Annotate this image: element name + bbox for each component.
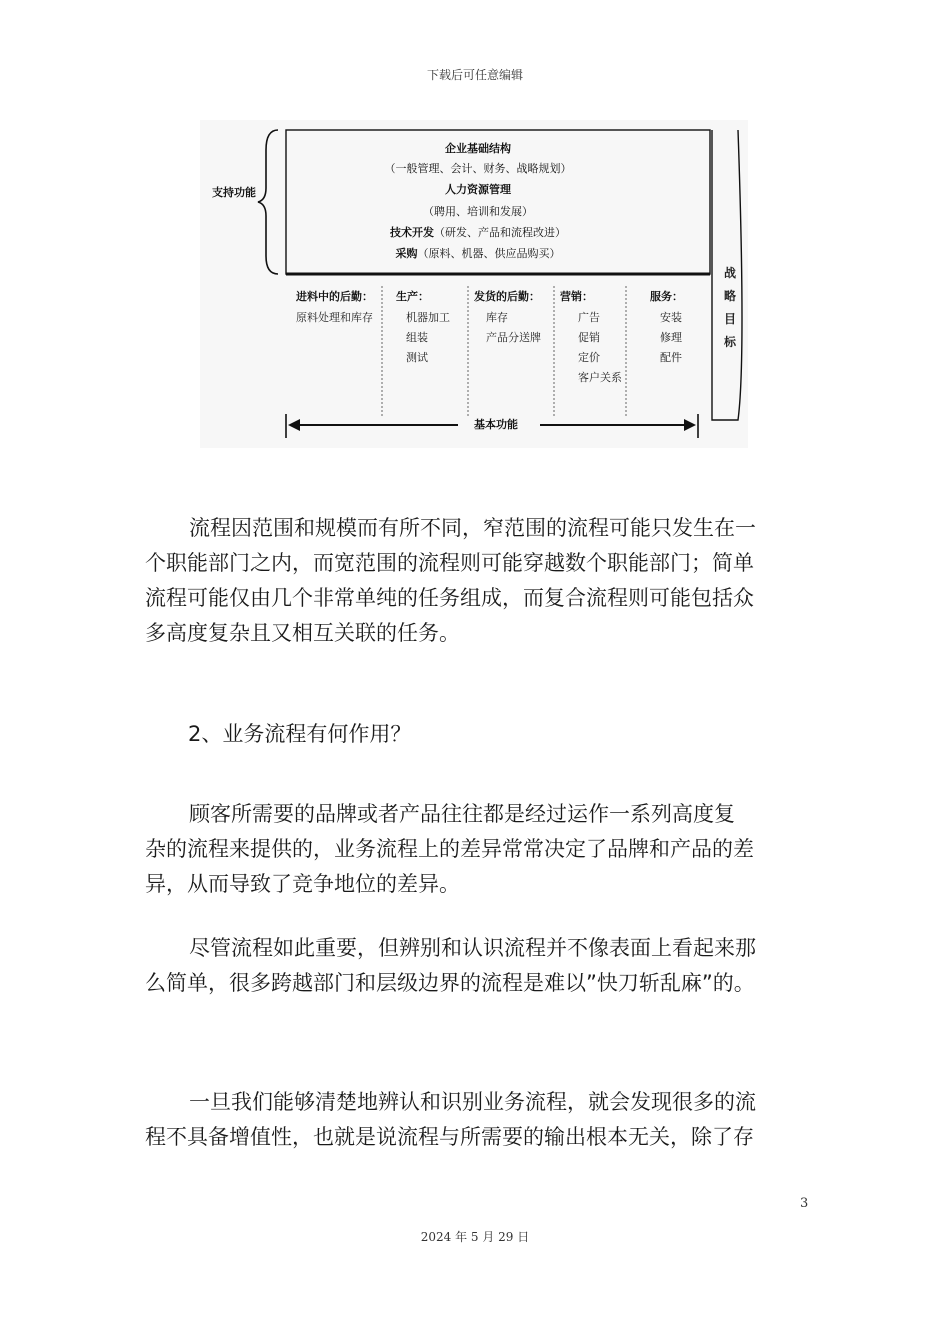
paragraph-process-difficulty <box>145 931 810 1001</box>
strategy-char: 目 <box>723 312 736 326</box>
support-line-infrastructure: 企业基础结构 <box>445 142 511 155</box>
support-line-tech <box>268 226 688 240</box>
text-line: 杂的流程来提供的，业务流程上的差异常常决定了品牌和产品的差 <box>145 837 754 861</box>
text-line: 么简单，很多跨越部门和层级边界的流程是难以”快刀斩乱麻”的。 <box>145 971 755 995</box>
page-footer-date: 2024 年 5 月 29 日 <box>420 1230 530 1244</box>
strategy-goal-label <box>722 262 738 354</box>
strategy-char: 战 <box>723 266 736 280</box>
page-header: 下载后可任意编辑 <box>426 68 523 82</box>
text-line: 顾客所需要的品牌或者产品往往都是经过运作一系列高度复 <box>189 802 735 826</box>
paragraph-process-scope <box>145 511 810 651</box>
support-line-hr: 人力资源管理 <box>445 183 511 196</box>
section-heading: 2、业务流程有何作用？ <box>188 722 412 746</box>
column-title-service: 服务： <box>650 290 683 303</box>
column-item: 配件 <box>660 351 682 364</box>
support-line-procurement-title: 采购 <box>395 247 418 260</box>
support-line-procurement <box>268 247 688 261</box>
support-line-tech-title: 技术开发 <box>390 226 434 239</box>
column-item: 定价 <box>578 351 600 364</box>
page-number: 3 <box>800 1196 809 1211</box>
text-line: 流程可能仅由几个非常单纯的任务组成，而复合流程则可能包括众 <box>145 586 754 610</box>
support-line-procurement-detail: （原料、机器、供应品购买） <box>417 247 561 260</box>
support-functions-label: 支持功能 <box>212 186 256 199</box>
paragraph-process-value <box>145 1085 810 1155</box>
column-item: 库存 <box>486 311 508 324</box>
text-line: 异，从而导致了竞争地位的差异。 <box>145 872 460 896</box>
column-item: 促销 <box>578 331 600 344</box>
value-chain-diagram <box>200 120 748 448</box>
column-title-inbound: 进料中的后勤： <box>296 290 373 303</box>
text-line: 程不具备增值性，也就是说流程与所需要的输出根本无关，除了存 <box>145 1125 754 1149</box>
text-line: 流程因范围和规模而有所不同，窄范围的流程可能只发生在一 <box>189 516 756 540</box>
support-line-hr-detail: （聘用、培训和发展） <box>423 205 533 218</box>
support-line-infrastructure-detail: （一般管理、会计、财务、战略规划） <box>384 162 572 175</box>
text-line: 一旦我们能够清楚地辨认和识别业务流程，就会发现很多的流 <box>189 1090 756 1114</box>
text-line: 尽管流程如此重要，但辨别和认识流程并不像表面上看起来那 <box>189 936 756 960</box>
support-line-tech-detail: （研发、产品和流程改进） <box>434 226 566 239</box>
column-title-outbound: 发货的后勤： <box>474 290 540 303</box>
column-item: 测试 <box>406 351 428 364</box>
column-title-marketing: 营销： <box>560 290 593 303</box>
column-item: 修理 <box>660 331 682 344</box>
column-item: 客户关系 <box>578 371 622 384</box>
column-item: 广告 <box>578 311 600 324</box>
text-line: 个职能部门之内，而宽范围的流程则可能穿越数个职能部门；简单 <box>145 551 754 575</box>
column-item: 安装 <box>660 311 682 324</box>
text-line: 多高度复杂且又相互关联的任务。 <box>145 621 460 645</box>
strategy-char: 标 <box>723 335 736 349</box>
strategy-char: 略 <box>723 289 736 303</box>
column-item: 组装 <box>406 331 428 344</box>
paragraph-process-role <box>145 797 810 902</box>
column-item: 产品分送牌 <box>486 331 541 344</box>
column-item: 原料处理和库存 <box>296 311 373 324</box>
basic-functions-label: 基本功能 <box>470 418 522 432</box>
column-item: 机器加工 <box>406 311 450 324</box>
column-title-production: 生产： <box>396 290 429 303</box>
